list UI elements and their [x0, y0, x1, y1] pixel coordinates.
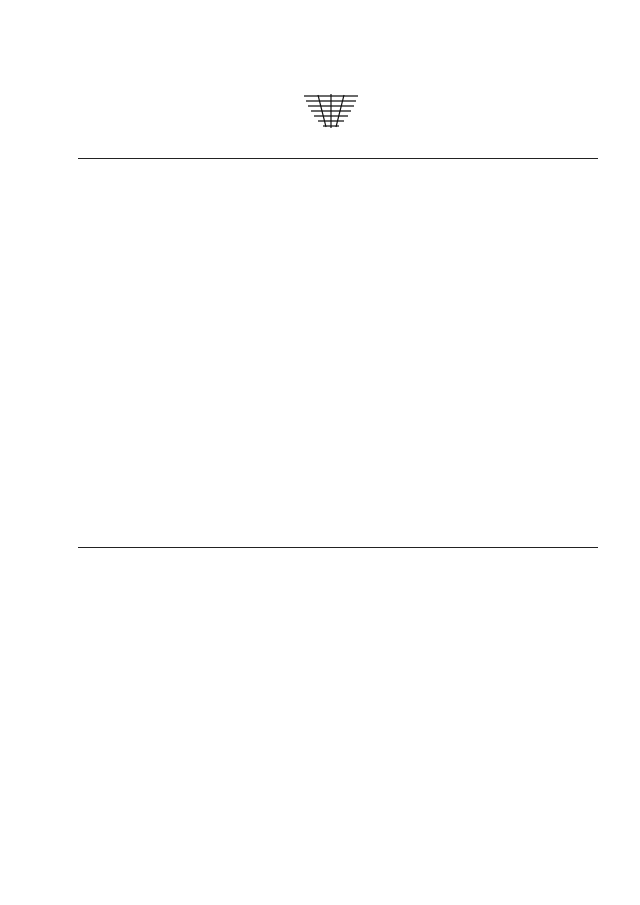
barcode — [366, 86, 592, 100]
wipo-logo — [296, 92, 366, 152]
side-barcode — [12, 545, 66, 695]
